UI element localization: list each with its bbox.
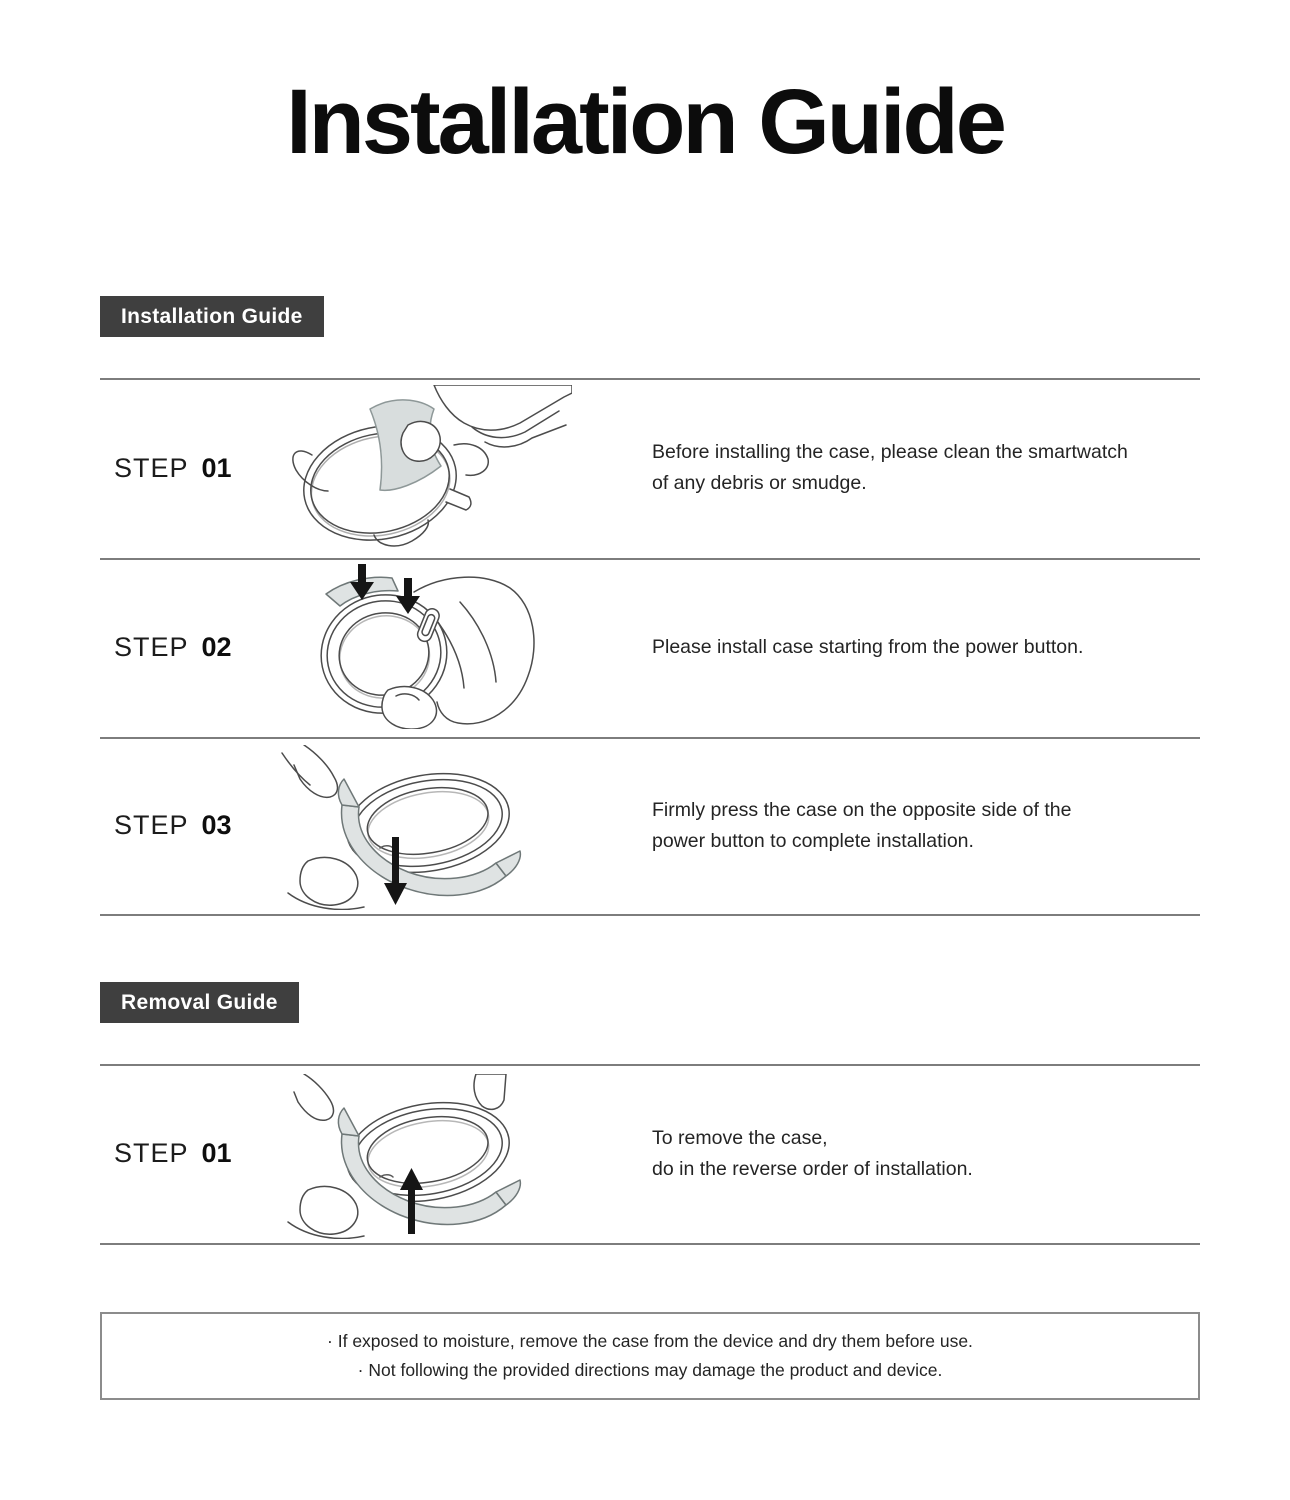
case-remove-up-arrow-illustration <box>280 1074 570 1239</box>
step-text-line: Firmly press the case on the opposite side of the <box>652 798 1072 821</box>
page-title: Installation Guide <box>286 71 1004 173</box>
step-number: 03 <box>201 810 232 840</box>
step-word: STEP <box>114 632 189 662</box>
step-description <box>652 737 1071 914</box>
removal-step-01-row <box>100 1064 1200 1243</box>
removal-guide-badge: Removal Guide <box>100 982 299 1023</box>
step-word: STEP <box>114 1138 189 1168</box>
case-install-from-power-button-illustration <box>296 564 586 729</box>
step-label <box>114 737 232 914</box>
install-step-03-row <box>100 737 1200 914</box>
step-text-line: do in the reverse order of installation. <box>652 1157 973 1180</box>
step-label <box>114 558 232 737</box>
step-text-line: power button to complete installation. <box>652 829 974 852</box>
note-line: · Not following the provided directions may damage the product and device. <box>357 1360 943 1380</box>
installation-guide-badge: Installation Guide <box>100 296 324 337</box>
step-number: 01 <box>201 1138 232 1168</box>
caution-note-box <box>100 1312 1200 1400</box>
step-description <box>652 1064 973 1243</box>
step-description <box>652 378 1128 558</box>
step-number: 01 <box>201 452 232 483</box>
install-step-02-row <box>100 558 1200 737</box>
step-text-line: To remove the case, <box>652 1126 828 1149</box>
step-description <box>652 558 1083 737</box>
step-number: 02 <box>201 632 232 662</box>
step-label <box>114 378 232 558</box>
watch-cleaning-illustration <box>282 385 572 550</box>
install-step-01-row <box>100 378 1200 558</box>
case-press-down-arrow-illustration <box>280 745 570 910</box>
step-text-line: Before installing the case, please clean the smartwatch <box>652 441 1128 463</box>
step-text-line: Please install case starting from the power button. <box>652 636 1084 658</box>
divider <box>100 1243 1200 1245</box>
note-line: · If exposed to moisture, remove the case from the device and dry them before use. <box>327 1331 973 1351</box>
step-label <box>114 1064 232 1243</box>
step-text-line: of any debris or smudge. <box>652 472 867 494</box>
step-word: STEP <box>114 810 189 840</box>
step-word: STEP <box>114 452 189 483</box>
divider <box>100 914 1200 916</box>
